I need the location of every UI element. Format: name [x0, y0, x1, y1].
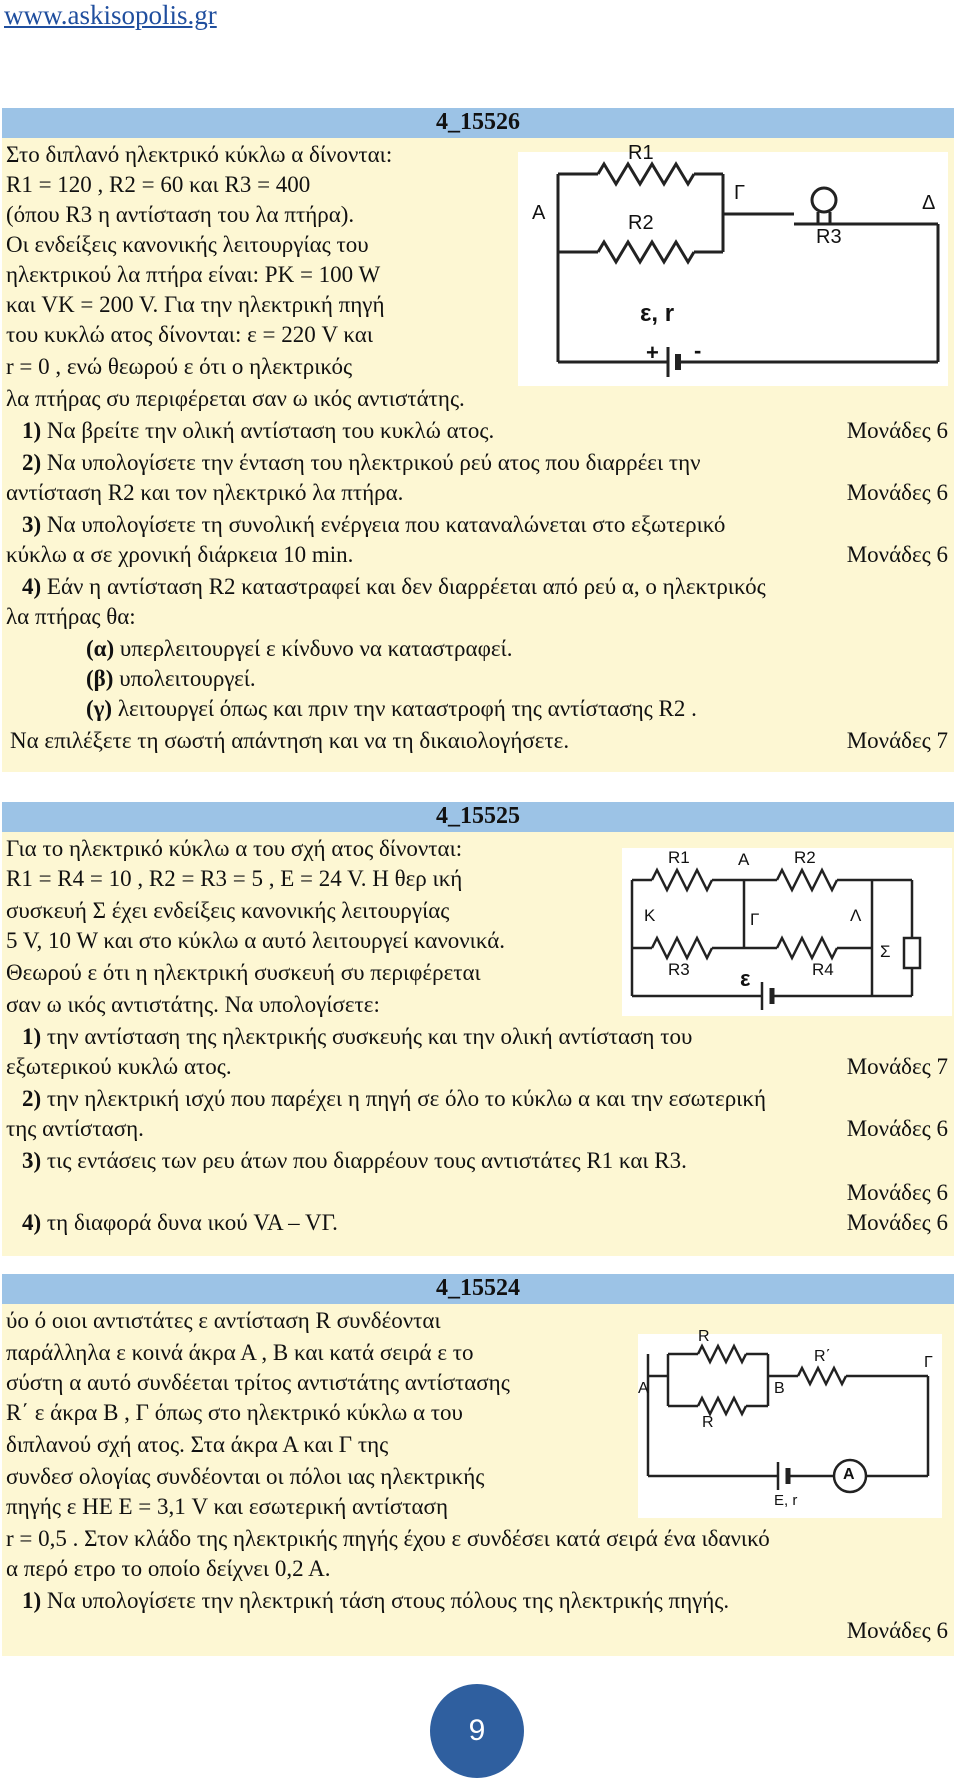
site-link[interactable]: www.askisopolis.gr [4, 0, 217, 30]
label-r3: R3 [668, 960, 690, 979]
label-node-g: Γ [924, 1354, 933, 1371]
problem-id: 4_15525 [436, 803, 520, 829]
label-node-g: Γ [750, 910, 760, 929]
score: Μονάδες 6 [846, 480, 948, 505]
text-line: 5 V, 10 W και στο κύκλω α αυτό λειτουργεί κανονικά. [6, 928, 506, 953]
circuit-figure-2 [622, 848, 952, 1016]
final-instruction: Να επιλέξετε τη σωστή απάντηση και να τη δικαιολογήσετε. [10, 728, 570, 753]
question-1: 1) Να βρείτε την ολική αντίσταση του κυκλώ ατος. [22, 418, 495, 443]
text-line: Για το ηλεκτρικό κύκλω α του σχή ατος δίνονται: [6, 836, 463, 861]
label-node-a: A [738, 850, 750, 869]
text-line: του κυκλώ ατος δίνονται: ε = 220 V και [6, 322, 374, 347]
score: Μονάδες 7 [846, 728, 948, 753]
question-3: 3) Να υπολογίσετε τη συνολική ενέργεια που καταναλώνεται στο εξωτερικό [22, 512, 726, 537]
label-r1: R1 [628, 142, 654, 164]
text-line: r = 0,5 . Στον κλάδο της ηλεκτρικής πηγής έχου ε συνδέσει κατά σειρά ένα ιδανικό [6, 1526, 770, 1551]
label-node-l: Λ [850, 906, 862, 925]
text-line: σύστη α αυτό συνδέεται τρίτος αντιστάτης αντίστασης [6, 1370, 510, 1395]
score: Μονάδες 6 [846, 1618, 948, 1643]
question-4-cont: λα πτήρας θα: [6, 604, 136, 629]
question-1: 1) την αντίσταση της ηλεκτρικής συσκευής και την ολική αντίσταση του [22, 1024, 693, 1049]
text-line: R1 = 120 , R2 = 60 και R3 = 400 [6, 172, 311, 197]
label-emf: ε [740, 966, 751, 991]
label-node-b: Β [774, 1380, 785, 1397]
label-r-prime: R΄ [814, 1348, 831, 1365]
label-r-top: R [698, 1328, 710, 1345]
score: Μονάδες 6 [846, 418, 948, 443]
label-node-a: Α [532, 202, 546, 224]
label-node-d: Δ [922, 192, 936, 214]
text-line: συνδεσ ολογίας συνδέονται οι πόλοι ιας ηλεκτρικής [6, 1464, 485, 1489]
label-plus: + [646, 340, 659, 365]
question-3-cont: κύκλω α σε χρονική διάρκεια 10 min. [6, 542, 354, 567]
option-c: (γ) λειτουργεί όπως και πριν την καταστροφή της αντίστασης R2 . [86, 696, 697, 721]
question-4: 4) τη διαφορά δυνα ικού VA – VΓ. [22, 1210, 338, 1235]
text-line: σαν ω ικός αντιστάτης. Να υπολογίσετε: [6, 992, 380, 1017]
question-2-cont: αντίσταση R2 και τον ηλεκτρικό λα πτήρα. [6, 480, 404, 505]
problem-4-15526 [2, 108, 954, 772]
question-1-cont: εξωτερικού κυκλώ ατος. [6, 1054, 232, 1079]
text-line: Στο διπλανό ηλεκτρικό κύκλω α δίνονται: [6, 142, 393, 167]
question-2-cont: της αντίσταση. [6, 1116, 144, 1141]
problem-id: 4_15526 [436, 109, 520, 135]
text-line: R1 = R4 = 10 , R2 = R3 = 5 , E = 24 V. Η θερ ική [6, 866, 463, 891]
label-r2: R2 [628, 212, 654, 234]
option-a: (α) υπερλειτουργεί ε κίνδυνο να καταστραφεί. [86, 636, 513, 661]
label-node-g: Γ [734, 182, 746, 204]
text-line: r = 0 , ενώ θεωρού ε ότι ο ηλεκτρικός [6, 354, 353, 379]
option-b: (β) υπολειτουργεί. [86, 666, 256, 691]
score: Μονάδες 7 [846, 1054, 948, 1079]
label-node-a: Α [638, 1380, 649, 1397]
page-number: 9 [430, 1684, 524, 1778]
score: Μονάδες 6 [846, 542, 948, 567]
text-line: συσκευή Σ έχει ενδείξεις κανονικής λειτουργίας [6, 898, 450, 923]
label-minus: - [694, 338, 702, 363]
text-line: διπλανού σχή ατος. Στα άκρα Α και Γ της [6, 1432, 389, 1457]
score: Μονάδες 6 [846, 1116, 948, 1141]
problem-id: 4_15524 [436, 1275, 520, 1301]
question-3: 3) τις εντάσεις των ρευ άτων που διαρρέουν τους αντιστάτες R1 και R3. [22, 1148, 687, 1173]
label-r-bottom: R [702, 1414, 714, 1431]
text-line: ηλεκτρικού λα πτήρα είναι: PK = 100 W [6, 262, 381, 287]
label-r2: R2 [794, 848, 816, 867]
text-line: Οι ενδείξεις κανονικής λειτουργίας του [6, 232, 369, 257]
score: Μονάδες 6 [846, 1210, 948, 1235]
problem-4-15525 [2, 802, 954, 1256]
problem-4-15524 [2, 1274, 954, 1656]
text-line: α περό ετρο το οποίο δείχνει 0,2 Α. [6, 1556, 331, 1581]
text-line: (όπου R3 η αντίσταση του λα πτήρα). [6, 202, 355, 227]
label-r3: R3 [816, 226, 842, 248]
text-line: λα πτήρας συ περιφέρεται σαν ω ικός αντιστάτης. [6, 386, 465, 411]
question-2: 2) Να υπολογίσετε την ένταση του ηλεκτρικού ρεύ ατος που διαρρέει την [22, 450, 701, 475]
score: Μονάδες 6 [846, 1180, 948, 1205]
text-line: παράλληλα ε κοινά άκρα Α , Β και κατά σειρά ε το [6, 1340, 474, 1365]
label-r4: R4 [812, 960, 834, 979]
text-line: R΄ ε άκρα Β , Γ όπως στο ηλεκτρικό κύκλω α του [6, 1400, 463, 1425]
text-line: Θεωρού ε ότι η ηλεκτρική συσκευή συ περιφέρεται [6, 960, 481, 985]
question-1: 1) Να υπολογίσετε την ηλεκτρική τάση στους πόλους της ηλεκτρικής πηγής. [22, 1588, 730, 1613]
circuit-figure-1 [518, 142, 948, 386]
label-source: ε, r [640, 300, 675, 327]
label-source: E, r [774, 1492, 798, 1509]
text-line: πηγής ε ΗΕ Ε = 3,1 V και εσωτερική αντίσταση [6, 1494, 448, 1519]
label-node-k: K [644, 906, 656, 925]
question-2: 2) την ηλεκτρική ισχύ που παρέχει η πηγή σε όλο το κύκλω α και την εσωτερική [22, 1086, 766, 1111]
question-4: 4) Εάν η αντίσταση R2 καταστραφεί και δεν διαρρέεται από ρεύ α, ο ηλεκτρικός [22, 574, 766, 599]
label-device-s: Σ [880, 942, 891, 961]
text-line: ύο ό οιοι αντιστάτες ε αντίσταση R συνδέονται [6, 1308, 441, 1333]
label-r1: R1 [668, 848, 690, 867]
text-line: και VK = 200 V. Για την ηλεκτρική πηγή [6, 292, 385, 317]
ammeter-label: A [843, 1466, 855, 1483]
circuit-figure-3 [638, 1328, 942, 1518]
